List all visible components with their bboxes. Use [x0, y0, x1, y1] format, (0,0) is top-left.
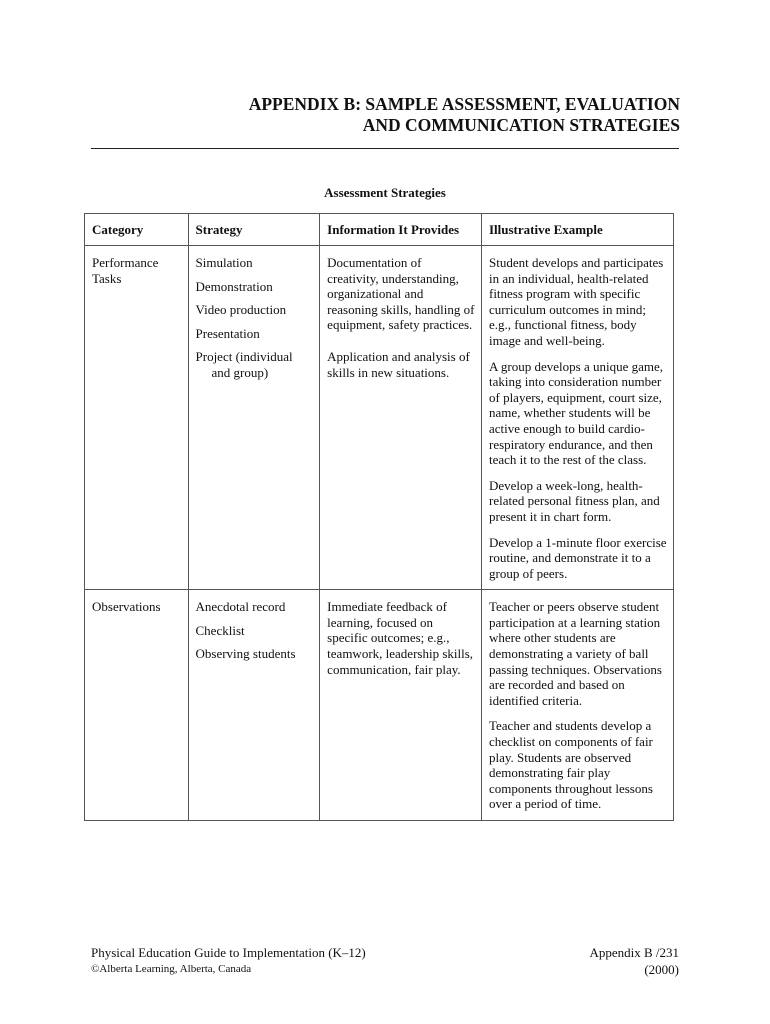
example-cell — [481, 246, 673, 590]
strategy-item: Video production — [195, 302, 287, 318]
footer-left — [91, 944, 366, 978]
example-text: Develop a 1-minute floor exercise routine, and demonstrate it to a group of peers. — [488, 534, 667, 581]
category-cell — [85, 246, 189, 590]
strategy-item: Project (individual and group) — [195, 349, 293, 380]
page-number: Appendix B /231 — [589, 945, 679, 960]
strategy-item: Anecdotal record — [195, 599, 286, 615]
category-cell — [85, 590, 189, 821]
header-strategy: Strategy — [188, 214, 320, 246]
footer-right — [589, 944, 679, 978]
assessment-strategies-table — [84, 213, 674, 821]
table-row — [85, 246, 674, 590]
header-example: Illustrative Example — [481, 214, 673, 246]
example-text: Teacher and students develop a checklist on components of fair play. Students are observed demonstrating fair play components throughout lessons over a period of time. — [488, 718, 653, 812]
header-category: Category — [85, 214, 189, 246]
example-cell — [481, 590, 673, 821]
category-label: Performance Tasks — [92, 255, 159, 286]
table-caption: Assessment Strategies — [324, 185, 446, 200]
strategy-item: Observing students — [195, 646, 296, 662]
page-title — [249, 94, 680, 136]
title-divider — [91, 148, 679, 149]
information-text: Documentation of creativity, understanding, organizational and reasoning skills, handling of equipment, safety practices. — [327, 255, 475, 333]
table-row — [85, 590, 674, 821]
strategy-item: Presentation — [195, 325, 260, 341]
title-line-1: APPENDIX B: SAMPLE ASSESSMENT, EVALUATION — [248, 94, 680, 114]
guide-title: Physical Education Guide to Implementation (K–12) — [91, 945, 366, 960]
strategy-cell — [188, 246, 320, 590]
title-line-2: AND COMMUNICATION STRATEGIES — [362, 115, 680, 135]
category-label: Observations — [92, 599, 161, 615]
copyright-notice: ©Alberta Learning, Alberta, Canada — [91, 963, 252, 975]
strategy-item: Demonstration — [195, 278, 273, 294]
publication-year: (2000) — [644, 962, 679, 977]
example-text: Teacher or peers observe student participation at a learning station where other students are demonstrating a variety of ball passing techniques. Observations are recorded and based on identified criteria. — [488, 599, 662, 708]
example-text: Develop a week-long, health-related personal fitness plan, and present it in chart form. — [488, 477, 660, 524]
table-header-row — [85, 214, 674, 246]
information-cell — [320, 246, 482, 590]
header-information: Information It Provides — [320, 214, 482, 246]
example-text: Student develops and participates in an individual, health-related fitness program with specific curriculum outcomes in mind; e.g., functional fitness, body image and well-being. — [488, 255, 664, 348]
strategy-item: Checklist — [195, 622, 245, 638]
information-text: Immediate feedback of learning, focused on specific outcomes; e.g., teamwork, leadership skills, communication, fair play. — [327, 599, 474, 677]
information-cell — [320, 590, 482, 821]
example-text: A group develops a unique game, taking into consideration number of players, equipment, court size, name, whether students will be active enough to build cardio-respiratory endurance, and then teach it to the rest of the class. — [488, 358, 663, 468]
strategy-item: Simulation — [195, 255, 253, 270]
strategy-cell — [188, 590, 320, 821]
information-text: Application and analysis of skills in new situations. — [327, 348, 470, 380]
